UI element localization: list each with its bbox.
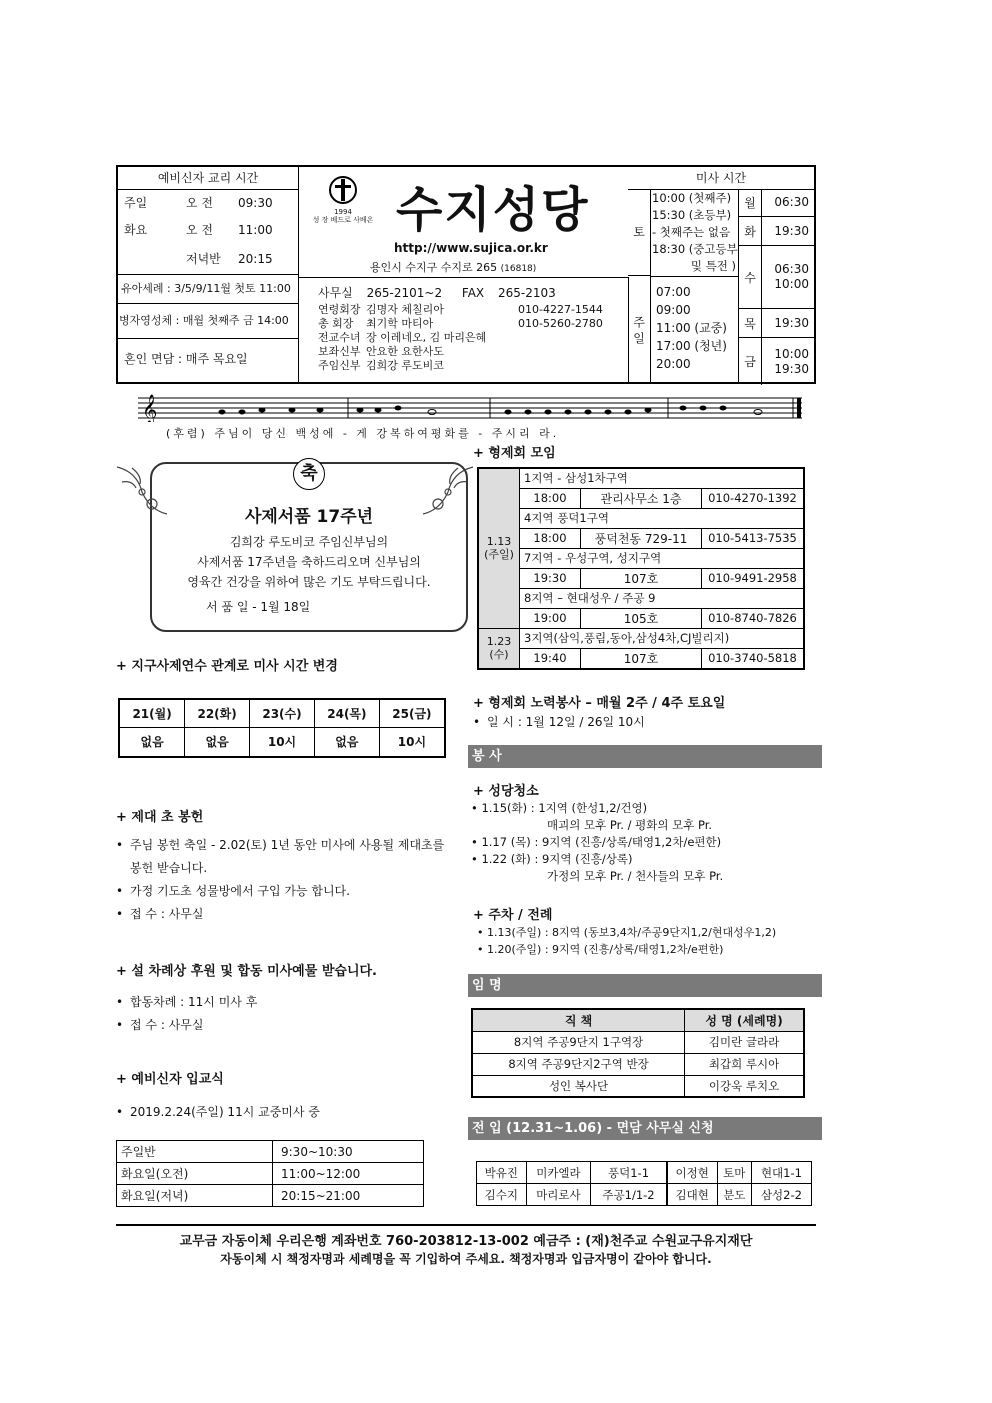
weekday-time: 19:30 [774,315,809,330]
staff-name: 김희강 루도비코 [366,359,444,372]
candles-list [116,834,451,926]
table-row [472,1053,804,1075]
church-logo: 1994 성 장 베드로 사베온 [308,175,378,227]
table-cell: 최갑희 루시아 [685,1053,804,1075]
saturday-time: - 첫째주는 없음 [652,225,731,239]
sunday-times [656,283,736,373]
catechism-panel [118,167,299,382]
anniversary-line: 김희강 루도비코 주임신부님의 [229,535,389,549]
church-url[interactable]: http://www.sujica.or.kr [394,241,548,255]
catechism-row: 저녁반 20:15 [118,244,298,275]
schedule-class: 화요일(저녁) [117,1185,273,1207]
meeting-date-day: (수) [489,648,509,661]
table-row [117,1141,424,1163]
meeting-phone: 010-9491-2958 [702,568,805,588]
meeting-date-num: 1.13 [486,535,512,549]
flower-left-icon [112,462,172,522]
weekday-time-list [762,189,815,216]
weekday-row [739,338,815,385]
footer-line2: 자동이체 시 책정자명과 세례명을 꼭 기입하여 주세요. 책정자명과 입금자명이 같아야 합니다. [220,1252,712,1266]
mass-change-day: 23(수) [250,699,315,727]
staff-name: 김명자 체칠리아 [366,303,444,316]
weekday-divider [650,276,738,277]
svg-text:𝄞: 𝄞 [142,395,158,422]
staff-name: 최기학 마티아 [366,317,434,330]
sunday-time: 20:00 [656,357,691,371]
meeting-phone: 010-5413-7535 [702,528,805,548]
flower-right-icon [418,462,478,522]
service-bar: 봉 사 [468,745,822,768]
saturday-time: 15:30 (초등부) [652,208,732,222]
mass-change-day: 21(월) [119,699,185,727]
schedule-time: 9:30~10:30 [273,1141,424,1163]
table-cell: 풍덕1-1 [591,1162,667,1184]
appointment-bar: 임 명 [468,974,822,997]
music-notes-icon [138,392,802,422]
memorial-list [116,991,451,1037]
meeting-region: 7지역 - 우성구역, 성지구역 [520,548,805,568]
weekday-time-list [762,338,815,385]
table-row [472,1075,804,1097]
marriage-info: 혼인 면담 : 매주 목요일 [124,352,248,366]
weekday-time: 06:30 [774,262,809,276]
schedule-class: 주일반 [117,1141,273,1163]
catechism-title: 예비신자 교리 시간 [118,167,298,190]
mass-change-day: 22(화) [185,699,250,727]
meeting-time: 19:40 [520,648,581,669]
schedule-time: 11:00~12:00 [273,1163,424,1185]
weekday-row [739,309,815,338]
staff-role: 보좌신부 [318,345,361,358]
cleaning-list: • 1.15(화) : 1지역 (한성1,2/건영) 매괴의 모후 Pr. / 평화의 모후 Pr. • 1.17 (목) : 9지역 (진흥/상록/태영1,2차/e편한) • 1.22 (화) : 9지역 (진흥/상록) 가정의 모후 Pr. / 천사들의 모후 Pr. [471,801,724,883]
transfer-bar: 전 입 (12.31~1.06) - 면담 사무실 신청 [468,1117,822,1140]
table-row [478,588,804,608]
appointment-table [471,1008,805,1098]
list-item: • 2019.2.24(주일) 11시 교중미사 중 [116,1101,451,1124]
table-cell: 8지역 주공9단지 1구역장 [472,1031,685,1053]
saturday-time: 18:30 (중고등부 [652,242,738,256]
staff-phone: 010-5260-2780 [518,317,603,330]
mass-change-value: 10시 [379,727,445,757]
meeting-place: 관리사무소 1층 [581,488,702,508]
saturday-time: 및 특전 ) [690,259,736,273]
mass-change-value: 없음 [119,727,185,757]
brothers-meeting-table [477,467,805,670]
meeting-place: 107호 [581,648,702,669]
mass-change-day: 25(금) [379,699,445,727]
transfer-table [476,1161,812,1206]
meeting-time: 19:30 [520,568,581,588]
sunday-time: 17:00 (청년) [656,339,727,353]
header-box [116,165,816,384]
brothers-title: + 형제회 모임 [473,446,556,461]
meeting-region: 1지역 - 삼성1차구역 [520,468,805,488]
meeting-place: 105호 [581,608,702,628]
sick-communion-info: 병자영성체 : 매월 첫째주 금 14:00 [118,304,298,339]
candles-title: + 제대 초 봉헌 [116,810,204,825]
meeting-phone: 010-4270-1392 [702,488,805,508]
weekday-times [738,189,815,382]
schedule-class: 화요일(오전) [117,1163,273,1185]
weekday-time: 10:00 [774,346,809,361]
weekday-day: 월 [739,189,762,216]
weekday-day: 수 [739,246,762,308]
table-row [472,1031,804,1053]
sunday-label: 주 일 [628,277,651,382]
meeting-time: 19:00 [520,608,581,628]
table-row [478,468,804,488]
meeting-date [478,628,520,669]
music-staff [138,392,802,440]
sunday-time: 11:00 (교중) [656,321,727,335]
labor-title: + 형제회 노력봉사 – 매월 2주 / 4주 토요일 [473,696,726,711]
labor-item: • 일 시 : 1월 12일 / 26일 10시 [473,711,645,734]
weekday-time-list [762,217,815,245]
mass-change-day: 24(목) [314,699,379,727]
table-row [117,1163,424,1185]
church-name: 수지성당 [396,182,590,238]
list-item: • 가정 기도초 성물방에서 구입 가능 합니다. [116,880,451,903]
table-header: 직 책 [472,1009,685,1031]
list-item: • 접 수 : 사무실 [116,903,451,926]
office-block [298,277,629,383]
table-cell: 분도 [717,1184,751,1206]
mass-title: 미사 시간 [628,167,814,190]
meeting-region: 8지역 – 현대성우 / 주공 9 [520,588,805,608]
table-row [477,1184,812,1206]
table-cell: 성인 복사단 [472,1075,685,1097]
table-row [478,488,804,508]
table-cell: 마리로사 [526,1184,591,1206]
church-emblem-icon [326,175,360,205]
catechism-row: 화요 오 전 11:00 [124,223,273,237]
table-cell: 김미란 글라라 [685,1031,804,1053]
table-row [478,608,804,628]
table-row [478,528,804,548]
staff-name: 장 이레네오, 김 마리은혜 [366,331,487,344]
staff-role: 연령회장 [318,303,361,316]
meeting-date-num: 1.23 [486,635,512,648]
table-row [478,628,804,648]
table-header: 성 명 (세례명) [685,1009,804,1031]
weekday-time: 19:30 [774,223,809,238]
music-lyric: (후렴) 주님이 당신 백성에 - 게 강복하여평화를 - 주시리 라. [166,427,560,440]
table-cell: 이강욱 루치오 [685,1075,804,1097]
weekday-day: 화 [739,217,762,245]
sunday-time: 07:00 [656,285,691,299]
catechumen-schedule-table [116,1140,424,1207]
catechism-row: 주일 오 전 09:30 [124,196,273,210]
list-item: • 합동차례 : 11시 미사 후 [116,991,451,1014]
sunday-time: 09:00 [656,303,691,317]
weekday-time: 06:30 [774,195,809,209]
weekday-time-list [762,246,815,308]
staff-row [318,345,628,359]
staff-row [318,331,628,345]
weekday-row [739,246,815,309]
anniversary-title: 사제서품 17주년 [244,507,374,527]
ordination-date: 서 품 일 - 1월 18일 [206,600,311,614]
meeting-time: 18:00 [520,488,581,508]
staff-row [318,359,628,373]
staff-name: 안요한 요한사도 [366,345,444,358]
parking-title: + 주차 / 전례 [473,908,553,923]
weekday-row [739,217,815,246]
staff-list [318,303,628,373]
weekday-time: 10:00 [774,277,809,291]
mass-change-value: 10시 [250,727,315,757]
footer-line1: 교무금 자동이체 우리은행 계좌번호 760-203812-13-002 예금주 : (재)천주교 수원교구유지재단 [179,1234,753,1249]
weekday-day: 목 [739,309,762,337]
anniversary-line: 사제서품 17주년을 축하드리오며 신부님의 [197,555,421,569]
labor-list [473,711,645,734]
table-row [117,1185,424,1207]
mass-panel [628,167,814,382]
cleaning-title: + 성당청소 [473,784,539,799]
mass-change-title: + 지구사제연수 관계로 미사 시간 변경 [116,659,338,674]
anniversary-line: 영육간 건강을 위하여 많은 기도 부탁드립니다. [187,575,431,589]
table-cell: 토마 [717,1162,751,1184]
table-row [478,568,804,588]
table-row [478,548,804,568]
weekday-time-list [762,309,815,337]
meeting-date [478,468,520,628]
meeting-phone: 010-8740-7826 [702,608,805,628]
table-cell: 현대1-1 [751,1162,811,1184]
meeting-place: 풍덕천동 729-11 [581,528,702,548]
weekday-row [739,189,815,217]
staff-row [318,317,628,331]
mass-change-value: 없음 [185,727,250,757]
parking-list: • 1.13(주일) : 8지역 (동보3,4차/주공9단지1,2/현대성우1,2) • 1.20(주일) : 9지역 (진흥/상록/태영1,2차/e편한) [477,926,777,956]
staff-phone: 010-4227-1544 [518,303,603,316]
table-cell: 삼성2-2 [751,1184,811,1206]
meeting-time: 18:00 [520,528,581,548]
staff-role: 전교수녀 [318,331,361,344]
meeting-region: 4지역 풍덕1구역 [520,508,805,528]
catechumen-list [116,1101,451,1124]
mass-change-table [118,698,446,758]
weekday-time: 19:30 [774,361,809,376]
table-row [478,648,804,669]
meeting-phone: 010-3740-5818 [702,648,805,669]
catechumen-title: + 예비신자 입교식 [116,1072,224,1087]
table-row [478,508,804,528]
anniversary-emblem: 축 [274,458,344,498]
table-row [477,1162,812,1184]
saturday-times [652,190,738,275]
weekday-day: 금 [739,338,762,385]
table-cell: 박유진 [477,1162,527,1184]
table-cell: 김대현 [667,1184,717,1206]
footer-rule [116,1224,816,1226]
saturday-time: 10:00 (첫째주) [652,191,732,205]
list-item: • 접 수 : 사무실 [116,1014,451,1037]
meeting-place: 107호 [581,568,702,588]
saturday-label: 토 [628,189,651,276]
mass-change-value: 없음 [314,727,379,757]
table-cell: 미카엘라 [526,1162,591,1184]
schedule-time: 20:15~21:00 [273,1185,424,1207]
table-cell: 주공1/1-2 [591,1184,667,1206]
meeting-region: 3지역(삼익,풍림,동아,삼성4차,CJ빌리지) [520,628,805,648]
table-cell: 이정현 [667,1162,717,1184]
table-header-row [472,1009,804,1031]
staff-role: 총 회장 [318,317,354,330]
staff-role: 주임신부 [318,359,361,372]
church-address: 용인시 수지구 수지로 265 (16818) [370,261,537,274]
baptism-info: 유아세례 : 3/5/9/11월 첫토 11:00 [118,275,298,304]
table-cell: 8지역 주공9단지2구역 반장 [472,1053,685,1075]
anniversary-message [152,532,466,592]
staff-row [318,303,628,317]
list-item: • 주님 봉헌 축일 - 2.02(토) 1년 동안 미사에 사용될 제대초를 봉헌 받습니다. [116,834,451,880]
table-cell: 김수지 [477,1184,527,1206]
memorial-title: + 설 차례상 후원 및 합동 미사예물 받습니다. [116,964,377,979]
office-contact: 사무실 265-2101~2 FAX 265-2103 [318,286,556,300]
meeting-date-day: (주일) [484,548,514,562]
